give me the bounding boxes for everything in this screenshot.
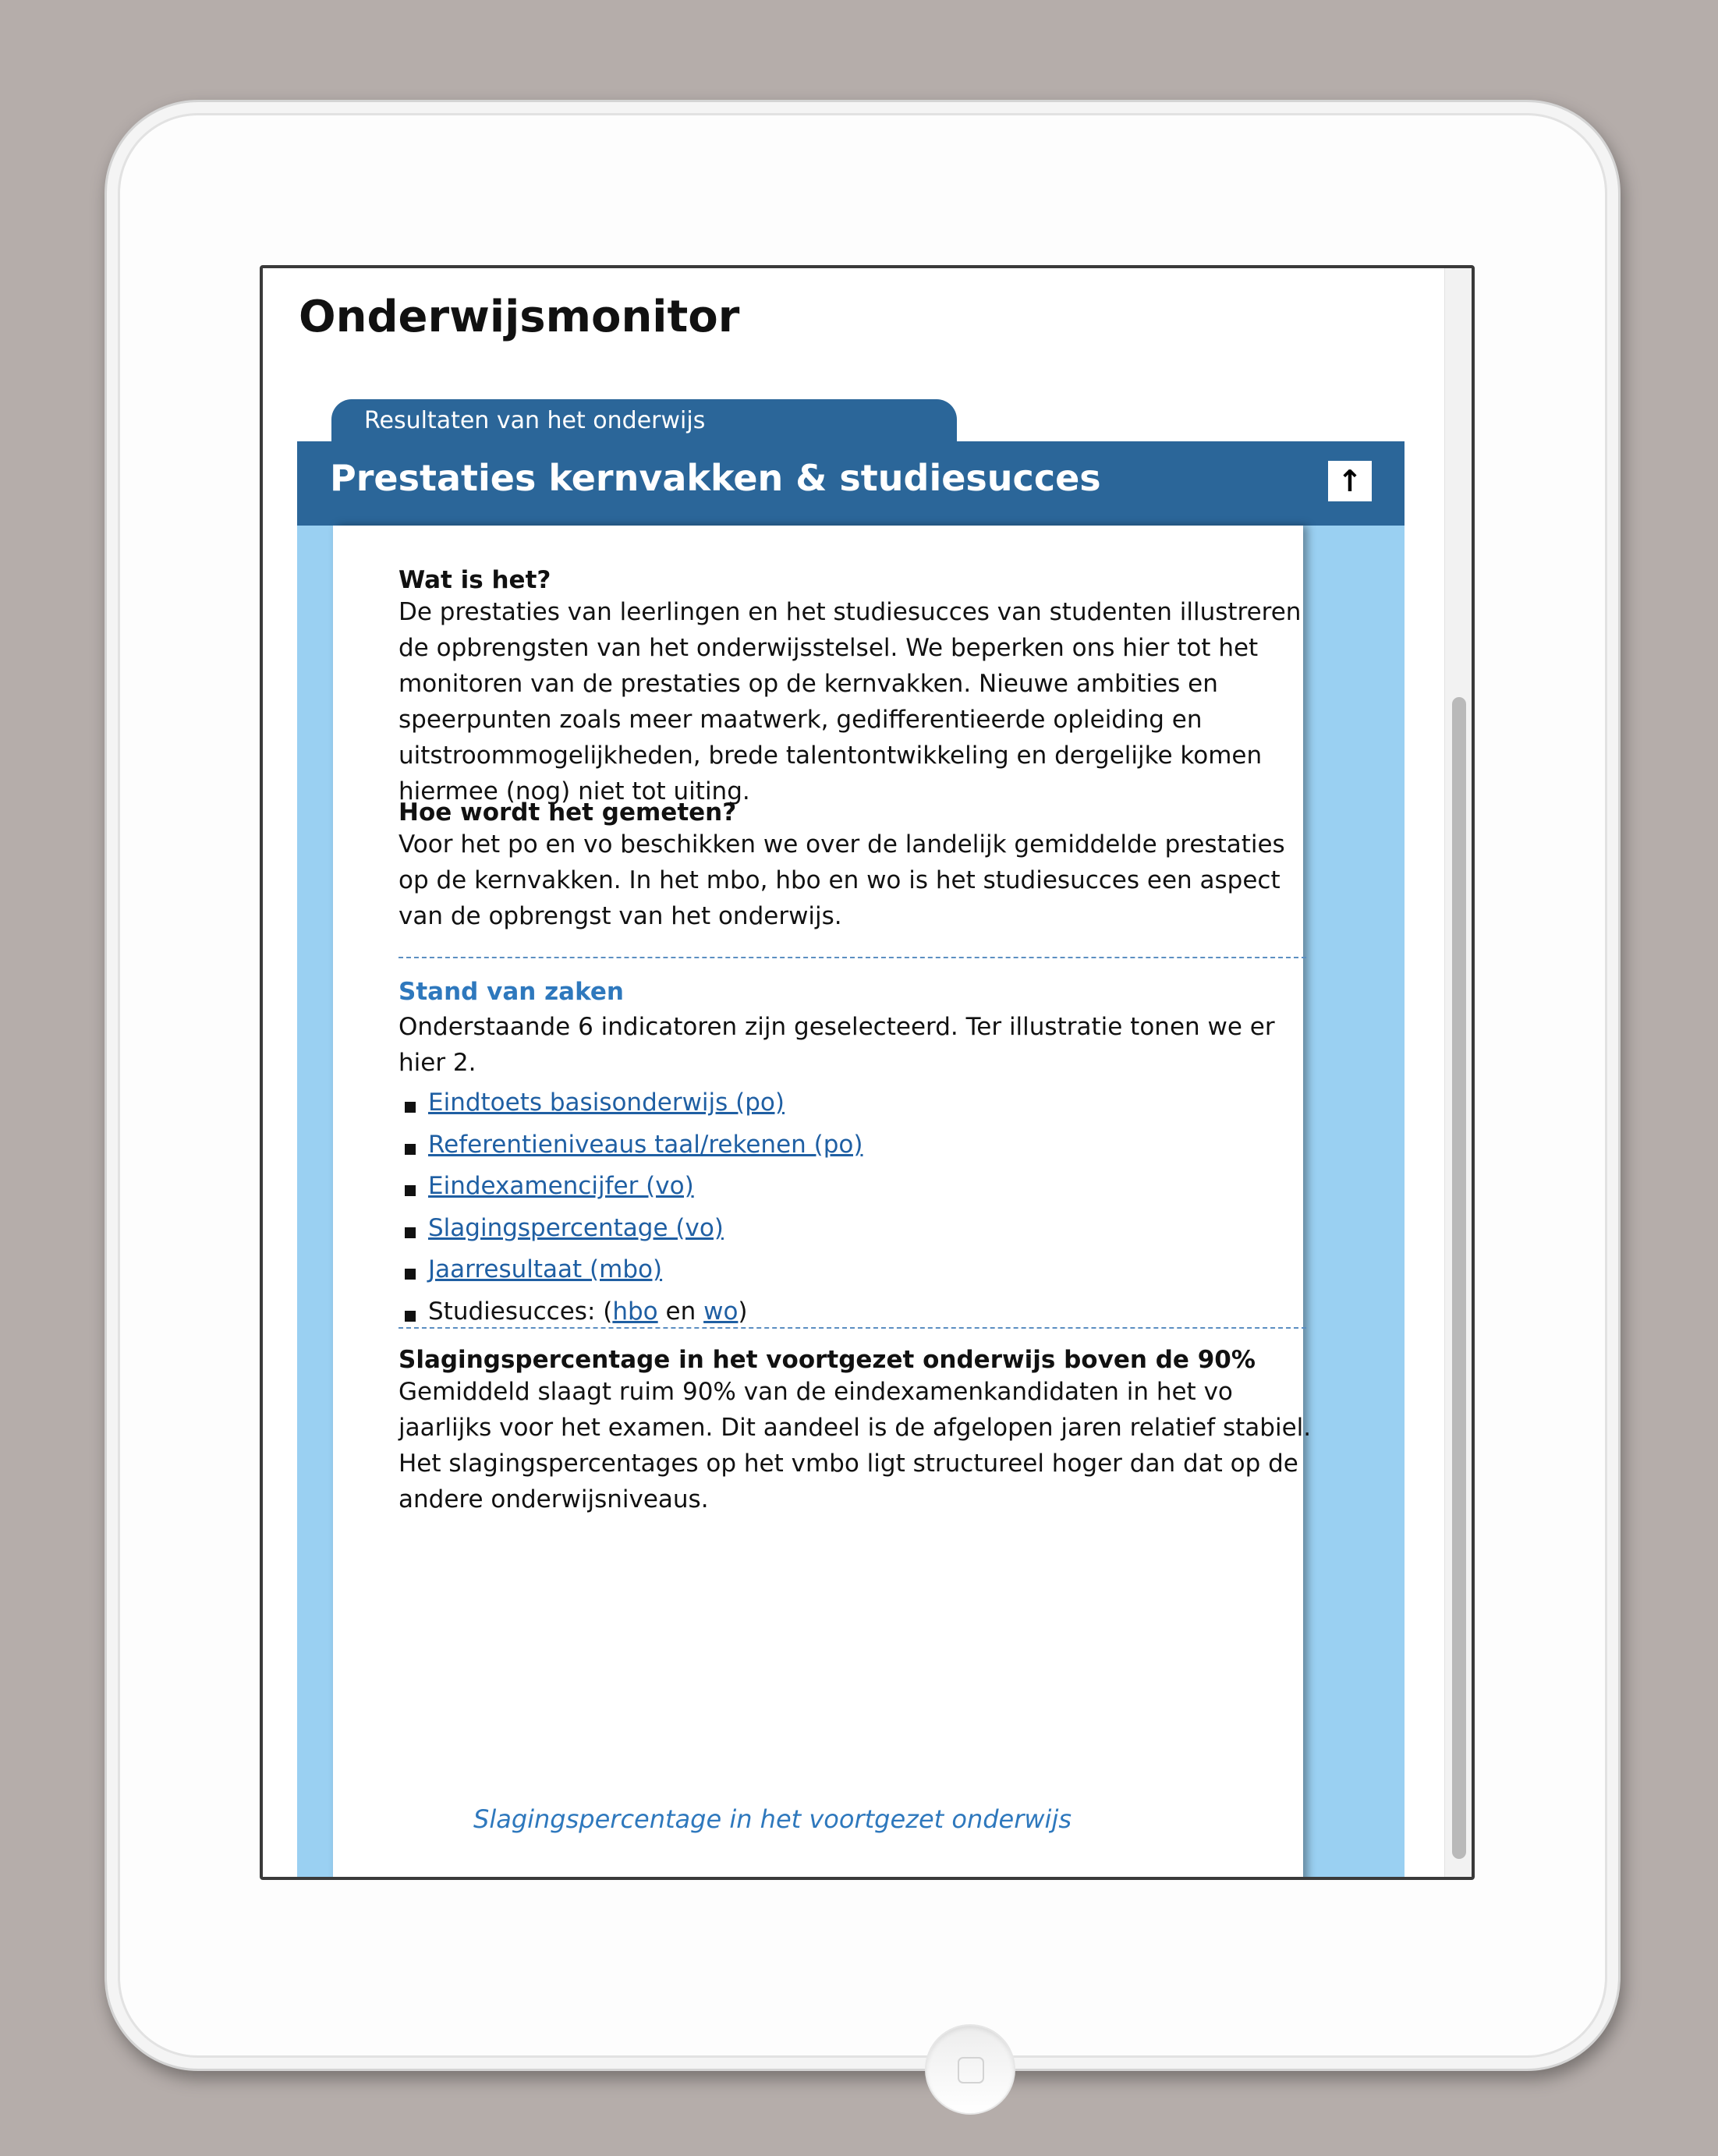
home-button[interactable]: [925, 2024, 1015, 2115]
list-item: [399, 1082, 1319, 1124]
pass-rate-heading: Slagingspercentage in het voortgezet onderwijs boven de 90%: [399, 1346, 1256, 1374]
indicator-link-eindexamencijfer[interactable]: Eindexamencijfer (vo): [428, 1172, 694, 1200]
list-item: [399, 1124, 1319, 1167]
how-text: Voor het po en vo beschikken we over de landelijk gemiddelde prestaties op de kernvakken. In het mbo, hbo en wo is het studiesucces een aspect van de opbrengst van het onderwijs.: [399, 830, 1285, 930]
indicator-link-jaarresultaat[interactable]: Jaarresultaat (mbo): [428, 1255, 663, 1283]
indicator-link-slagingspercentage[interactable]: Slagingspercentage (vo): [428, 1213, 724, 1242]
content-card: [333, 526, 1312, 2099]
indicator-link-referentieniveaus[interactable]: Referentieniveaus taal/rekenen (po): [428, 1130, 863, 1159]
studiesucces-suffix: ): [738, 1297, 748, 1326]
what-text: De prestaties van leerlingen en het studiesucces van studenten illustreren de opbrengsten van het onderwijsstelsel. We beperken ons hier tot het monitoren van de prestaties op de kernvakken. Nieuwe ambities en speerpunten zoals meer maatwerk, gedifferentieerde opleiding en uitstroommogelijkheden, brede talentontwikkeling en dergelijke komen hiermee (nog) niet tot uiting.: [399, 598, 1302, 805]
list-item: [399, 1166, 1319, 1208]
status-intro: Onderstaande 6 indicatoren zijn geselecteerd. Ter illustratie tonen we er hier 2.: [399, 1013, 1275, 1077]
indicator-link-hbo[interactable]: hbo: [612, 1297, 658, 1326]
bullet-icon: [405, 1227, 416, 1238]
studiesucces-middle: en: [657, 1297, 704, 1326]
y-tick-label: [403, 1873, 457, 1880]
home-square-icon: [958, 2057, 984, 2083]
chart-title: Slagingspercentage in het voortgezet onderwijs: [473, 1804, 1072, 1834]
how-heading: Hoe wordt het gemeten?: [399, 798, 737, 827]
scrollbar-thumb[interactable]: [1452, 697, 1466, 1859]
list-item: [399, 1291, 1319, 1333]
indicator-link-eindtoets[interactable]: Eindtoets basisonderwijs (po): [428, 1089, 785, 1117]
arrow-up-icon: ↑: [1337, 464, 1362, 498]
what-heading: Wat is het?: [399, 566, 551, 594]
bullet-icon: [405, 1144, 416, 1155]
divider: [399, 1327, 1306, 1329]
pass-rate-text: Gemiddeld slaagt ruim 90% van de eindexamenkandidaten in het vo jaarlijks voor het examen. Dit aandeel is de afgelopen jaren relatief stabiel. Het slagingspercentages op het vmbo ligt structureel hoger dan dat op de andere onderwijsniveaus.: [399, 1378, 1312, 1513]
section-title: Prestaties kernvakken & studiesucces: [330, 457, 1101, 499]
bullet-icon: [405, 1311, 416, 1322]
section-header: [297, 441, 1405, 526]
divider: [399, 957, 1306, 958]
list-item: [399, 1208, 1319, 1250]
pass-rate-section: [399, 1346, 1319, 1517]
screen: [260, 265, 1475, 2099]
line-chart: 88% havo: [380, 1851, 1277, 1880]
breadcrumb-tab[interactable]: Resultaten van het onderwijs: [331, 399, 957, 443]
scroll-up-button[interactable]: [1328, 461, 1372, 501]
status-heading: Stand van zaken: [399, 978, 624, 1006]
studiesucces-prefix: Studiesucces: (: [428, 1297, 613, 1326]
indicator-link-wo[interactable]: wo: [703, 1297, 739, 1326]
site-title: Onderwijsmonitor: [299, 292, 740, 342]
indicator-list: [399, 1082, 1319, 1333]
list-item: [399, 1249, 1319, 1291]
how-section: [399, 798, 1319, 934]
status-section: [399, 978, 1319, 1333]
bullet-icon: [405, 1102, 416, 1113]
what-section: [399, 566, 1319, 809]
bullet-icon: [405, 1185, 416, 1196]
bullet-icon: [405, 1269, 416, 1280]
